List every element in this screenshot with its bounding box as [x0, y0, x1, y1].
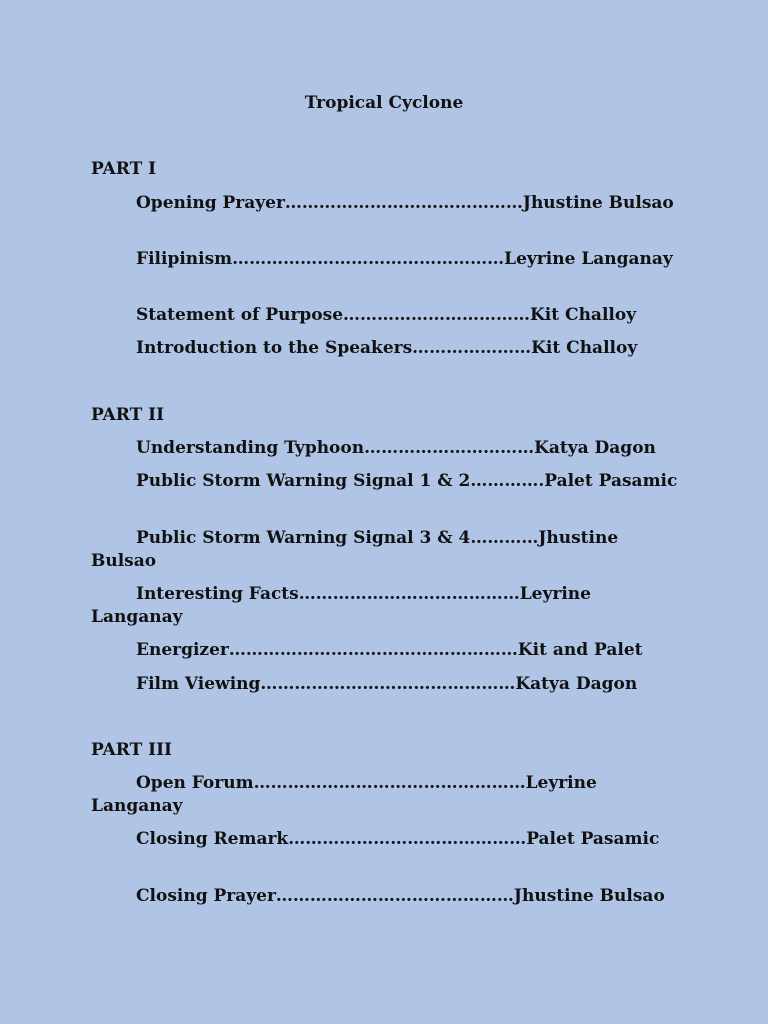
program-item-closing-remark: Closing Remark……………………………………Palet Pasamic — [136, 829, 660, 849]
part-3-heading: PART III — [91, 740, 172, 760]
program-item-signal-1-2: Public Storm Warning Signal 1 & 2………….Palet Pasamic — [136, 471, 678, 491]
program-item-interesting-facts: Interesting Facts…………………………………Leyrine Langanay — [91, 584, 591, 627]
program-item-opening-prayer: Opening Prayer……………………………………Jhustine Bulsao — [136, 193, 674, 213]
program-item-filipinism: Filipinism…………………………………………Leyrine Langanay — [136, 249, 673, 269]
program-item-closing-prayer: Closing Prayer……………………………………Jhustine Bulsao — [136, 886, 665, 906]
part-1-heading: PART I — [91, 159, 157, 179]
program-item-introduction-to-speakers: Introduction to the Speakers…………………Kit Challoy — [136, 338, 638, 358]
part-2-heading: PART II — [91, 405, 165, 425]
program-item-film-viewing: Film Viewing………………………………………Katya Dagon — [136, 674, 638, 694]
program-item-open-forum: Open Forum…………………………………………Leyrine Langanay — [91, 773, 597, 816]
program-item-understanding-typhoon: Understanding Typhoon…………………………Katya Dagon — [136, 438, 656, 458]
document-title: Tropical Cyclone — [304, 93, 464, 113]
program-item-energizer: Energizer……………………………………………Kit and Palet — [136, 640, 643, 660]
program-item-signal-3-4: Public Storm Warning Signal 3 & 4…………Jhustine Bulsao — [91, 528, 619, 571]
program-item-statement-of-purpose: Statement of Purpose……………………………Kit Challoy — [136, 305, 637, 325]
